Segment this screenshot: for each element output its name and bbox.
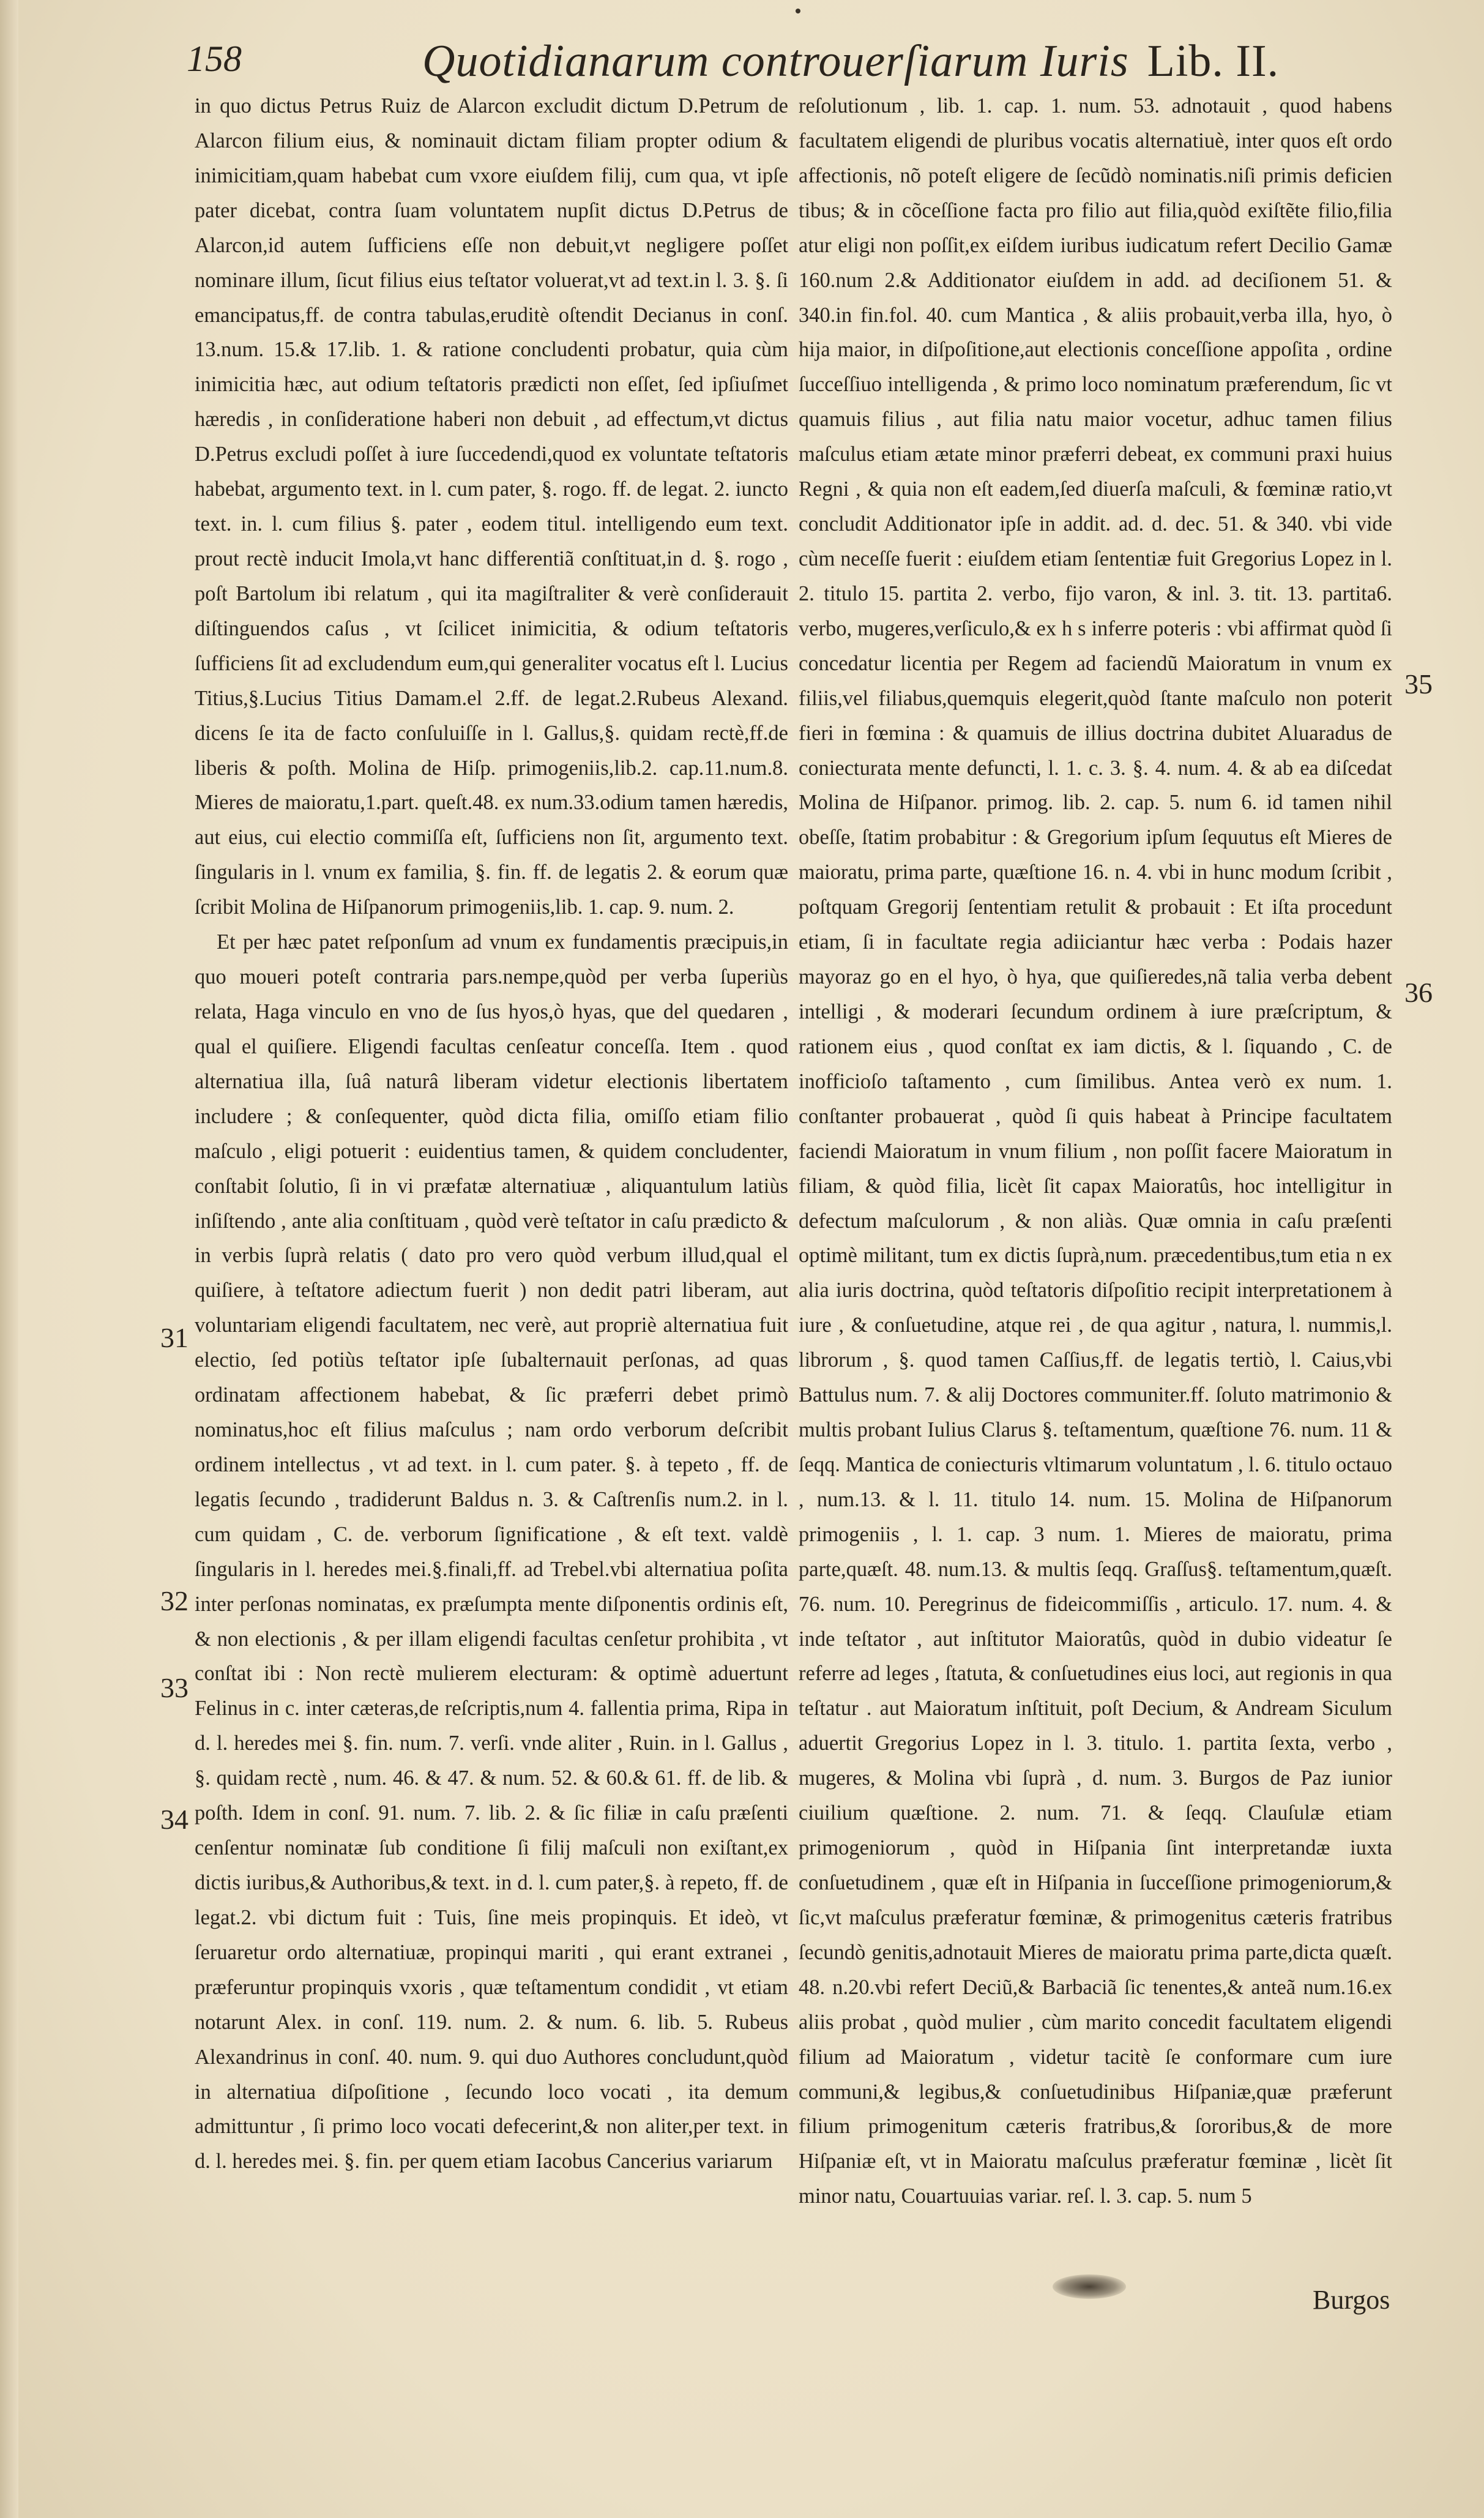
margin-number: 33	[160, 1672, 188, 1703]
left-text-column	[195, 89, 788, 2179]
running-head-title: Quotidianarum controuerſiarum Iuris	[422, 36, 1129, 86]
margin-number: 31	[160, 1322, 188, 1353]
page-number: 158	[187, 39, 242, 79]
ink-blot	[1053, 2274, 1126, 2299]
paragraph: Et per hæc patet reſponſum ad vnum ex fundamentis præcipuis,in quo moueri poteſt contraria pars.nempe,quòd per verba ſuperiùs relata, Haga vinculo en vno de ſus hyos,ò hyas, que del quedaren , qual el quiſiere. Eligendi facultas cenſeatur conceſſa. Item . quod alternatiua illa, ſuâ naturâ liberam videtur electionis libertatem includere ; & conſequenter, quòd dicta filia, omiſſo etiam filio maſculo , eligi potuerit : euidentius tamen, & quidem concludenter, conſtabit ſolutio, ſi in vi præfatæ alternatiuæ , aliquantulum latiùs inſiſtendo , ante alia conſtituam , quòd verè teſtator in caſu prædicto & in verbis ſuprà relatis ( dato pro vero quòd verbum illud,qual el quiſiere, à teſtatore adiectum fuerit ) non dedit patri liberam, aut voluntariam eligendi facultatem, nec verè, aut propriè alternatiua fuit electio, ſed potiùs teſtator ipſe ſubalternauit perſonas, ad quas ordinatam affectionem habebat, & ſic præferri debet primò nominatus,hoc eſt filius maſculus ; nam ordo verborum deſcribit ordinem intellectus , vt ad text. in l. cum pater. §. à tepeto , ff. de legatis ſecundo , tradiderunt Baldus n. 3. & Caſtrenſis num.2. in l. cum quidam , C. de. verborum ſignificatione , & eſt text. valdè ſingularis in l. heredes mei.§.finali,ff. ad Trebel.vbi alternatiua poſita inter perſonas nominatas, ex præſumpta mente diſponentis ordinis eſt, & non electionis , & per illam eligendi facultas cenſetur prohibita , vt conſtat ibi : Non rectè mulierem electuram: & optimè aduertunt Felinus in c. inter cæteras,de reſcriptis,num 4. fallentia prima, Ripa in d. l. heredes mei §. fin. num. 7. verſi. vnde aliter , Ruin. in l. Gallus , §. quidam rectè , num. 46. & 47. & num. 52. & 60.& 61. ff. de lib. & poſth. Idem in conſ. 91. num. 7. lib. 2. & ſic filiæ in caſu præſenti cenſentur nominatæ ſub conditione ſi filij maſculi non exiſtant,ex dictis iuribus,& Authoribus,& text. in d. l. cum pater,§. à repeto, ff. de legat.2. vbi dictum fuit : Tuis, ſine meis propinquis. Et ideò, vt ſeruaretur ordo alternatiuæ, propinqui mariti , qui erant extranei , præferuntur propinquis vxoris , quæ teſtamentum condidit , vt etiam notarunt Alex. in conſ. 119. num. 2. & num. 6. lib. 5. Rubeus Alexandrinus in conſ. 40. num. 9. qui duo Authores concludunt,quòd in alternatiua diſpoſitione , ſecundo loco vocati , ita demum admittuntur , ſi primo loco vocati defecerint,& non aliter,per text. in d. l. heredes mei. §. fin. per quem etiam Iacobus Cancerius variarum	[195, 930, 788, 2173]
margin-number: 35	[1404, 668, 1433, 700]
catchword: Burgos	[1313, 2285, 1390, 2315]
margin-number: 36	[1404, 977, 1433, 1008]
page-binding-edge	[0, 0, 18, 2518]
paragraph: in quo dictus Petrus Ruiz de Alarcon excludit dictum D.Petrum de Alarcon filium eius, & nominauit dictam filiam propter odium & inimicitiam,quam habebat cum vxore eiuſdem filij, cum qua, vt ipſe pater dicebat, contra ſuam voluntatem nupſit dictus D.Petrus de Alarcon,id autem ſufficiens eſſe non debuit,vt negligere poſſet nominare illum, ſicut filius eius teſtator voluerat,vt ad text.in l. 3. §. ſi emancipatus,ff. de contra tabulas,eruditè oſtendit Decianus in conſ. 13.num. 15.& 17.lib. 1. & ratione concludenti probatur, quia cùm inimicitia hæc, aut odium teſtatoris prædicti non eſſet, ſed ipſiuſmet hæredis , in conſideratione haberi non debuit , ad effectum,vt dictus D.Petrus excludi poſſet à iure ſuccedendi,quod ex voluntate teſtatoris habebat, argumento text. in l. cum pater, §. rogo. ff. de legat. 2. iuncto text. in. l. cum filius §. pater , eodem titul. intelligendo eum text. prout rectè inducit Imola,vt hanc differentiã conſtituat,in d. §. rogo , poſt Bartolum ibi relatum , qui ita magiſtraliter & verè conſiderauit diſtinguendos caſus , vt ſcilicet inimicitia, & odium teſtatoris ſufficiens ſit ad excludendum eum,qui generaliter vocatus eſt l. Lucius Titius,§.Lucius Titius Damam.el 2.ff. de legat.2.Rubeus Alexand. dicens ſe ita de facto conſuluiſſe in l. Gallus,§. quidam rectè,ff.de liberis & poſth. Molina de Hiſp. primogeniis,lib.2. cap.11.num.8. Mieres de maioratu,1.part. queſt.48. ex num.33.odium tamen hæredis, aut eius, cui electio commiſſa eſt, ſufficiens non ſit, argumento text. ſingularis in l. vnum ex familia, §. fin. ff. de legatis 2. & eorum quæ ſcribit Molina de Hiſpanorum primogeniis,lib. 1. cap. 9. num. 2.	[195, 94, 788, 919]
ink-dot	[796, 9, 800, 13]
paragraph: reſolutionum , lib. 1. cap. 1. num. 53. adnotauit , quod habens facultatem eligendi de pluribus vocatis alternatiuè, inter quos eſt ordo affectionis, nõ poteſt eligere de ſecũdò nominatis.niſi primis deficien tibus; & in cõceſſione facta pro filio aut filia,quòd exiſtẽte filio,filia atur eligi non poſſit,ex eiſdem iuribus iudicatum refert Decilio Gamæ 160.num 2.& Additionator eiuſdem in add. ad deciſionem 51. & 340.in fin.fol. 40. cum Mantica , & aliis probauit,verba illa, hyo, ò hija maior, in diſpoſitione,aut electionis conceſſione appoſita , ordine ſucceſſiuo intelligenda , & primo loco nominatum præferendum, ſic vt quamuis filius , aut filia natu maior vocetur, adhuc tamen filius maſculus etiam ætate minor præferri debeat, ex communi praxi huius Regni , & quia non eſt eadem,ſed diuerſa maſculi, & fœminæ ratio,vt concludit Additionator ipſe in addit. ad. d. dec. 51. & 340. vbi vide cùm neceſſe fuerit : eiuſdem etiam ſententiæ fuit Gregorius Lopez in l. 2. titulo 15. partita 2. verbo, fijo varon, & inl. 3. tit. 13. partita6. verbo, mugeres,verſiculo,& ex h s inferre poteris : vbi affirmat quòd ſi concedatur licentia per Regem ad faciendũ Maioratum in vnum ex filiis,vel filiabus,quemquis elegerit,quòd ſtante maſculo non poterit fieri in fœmina : & quamuis de illius doctrina dubitet Aluaradus de coniecturata mente defuncti, l. 1. c. 3. §. 4. num. 4. & ab ea diſcedat Molina de Hiſpanor. primog. lib. 2. cap. 5. num 6. id tamen nihil obeſſe, ſtatim probabitur : & Gregorium ipſum ſequutus eſt Mieres de maioratu, prima parte, quæſtione 16. n. 4. vbi in hunc modum ſcribit , poſtquam Gregorij ſententiam retulit & probauit : Et iſta procedunt etiam, ſi in facultate regia adiiciantur hæc verba : Podais hazer mayoraz go en el hyo, ò hya, que quiſieredes,nã talia verba debent intelligi , & moderari ſecundum ordinem à iure præſcriptum, & rationem eius , quod conſtat ex iam dictis, & l. ſiquando , C. de inofficioſo taſtamento , cum ſimilibus. Antea verò ex num. 1. conſtanter probauerat , quòd ſi quis habeat à Principe facultatem faciendi Maioratum in vnum filium , non poſſit facere Maioratum in filiam, & quòd filia, licèt ſit capax Maioratûs, hoc intelligitur in defectum maſculorum , & non aliàs. Quæ omnia in caſu præſenti optimè militant, tum ex dictis ſuprà,num. præcedentibus,tum etia n ex alia iuris doctrina, quòd teſtatoris diſpoſitio recipit interpretationem à iure , & conſuetudine, atque rei , de qua agitur , natura, l. nummis,l. librorum , §. quod tamen Caſſius,ff. de legatis tertiò, l. Caius,vbi Battulus num. 7. & alij Doctores communiter.ff. ſoluto matrimonio & multis probant Iulius Clarus §. teſtamentum, quæſtione 76. num. 11 & ſeqq. Mantica de coniecturis vltimarum voluntatum , l. 6. titulo octauo , num.13. & l. 11. titulo 14. num. 15. Molina de Hiſpanorum primogeniis , l. 1. cap. 3 num. 1. Mieres de maioratu, prima parte,quæſt. 48. num.13. & multis ſeqq. Graſſus§. teſtamentum,quæſt. 76. num. 10. Peregrinus de fideicommiſſis , articulo. 17. num. 4. & inde teſtator , aut inſtitutor Maioratûs, quòd in dubio videatur ſe referre ad leges , ſtatuta, & conſuetudines eius loci, aut regionis in qua teſtatur . aut Maioratum inſtituit, poſt Decium, & Andream Siculum aduertit Gregorius Lopez in l. 3. titulo. 1. partita ſexta, verbo , mugeres, & Molina vbi ſuprà , d. num. 3. Burgos de Paz iunior ciuilium quæſtione. 2. num. 71. & ſeqq. Clauſulæ etiam primogeniorum , quòd in Hiſpania ſint interpretandæ iuxta conſuetudinem , quæ eſt in Hiſpania in ſucceſſione primogeniorum,& ſic,vt maſculus præferatur fœminæ, & primogenitus cæteris fratribus ſecundò genitis,adnotauit Mieres de maioratu prima parte,dicta quæſt. 48. n.20.vbi refert Deciũ,& Barbaciã ſic tenentes,& anteã num.16.ex aliis probat , quòd mulier , cùm marito concedit facultatem eligendi filium ad Maioratum , videtur tacitè ſe conformare cum iure communi,& legibus,& conſuetudinibus Hiſpaniæ,quæ præferunt filium primogenitum cæteris fratribus,& ſororibus,& de more Hiſpaniæ eſt, vt in Maioratu maſculus præferatur fœminæ , licèt ſit minor natu, Couartuuias variar. reſ. l. 3. cap. 5. num 5	[799, 94, 1392, 2208]
margin-number: 32	[160, 1585, 188, 1616]
margin-number: 34	[160, 1804, 188, 1835]
running-head-book: Lib. II.	[1147, 36, 1280, 86]
running-head	[422, 35, 1316, 91]
right-text-column	[799, 89, 1392, 2214]
